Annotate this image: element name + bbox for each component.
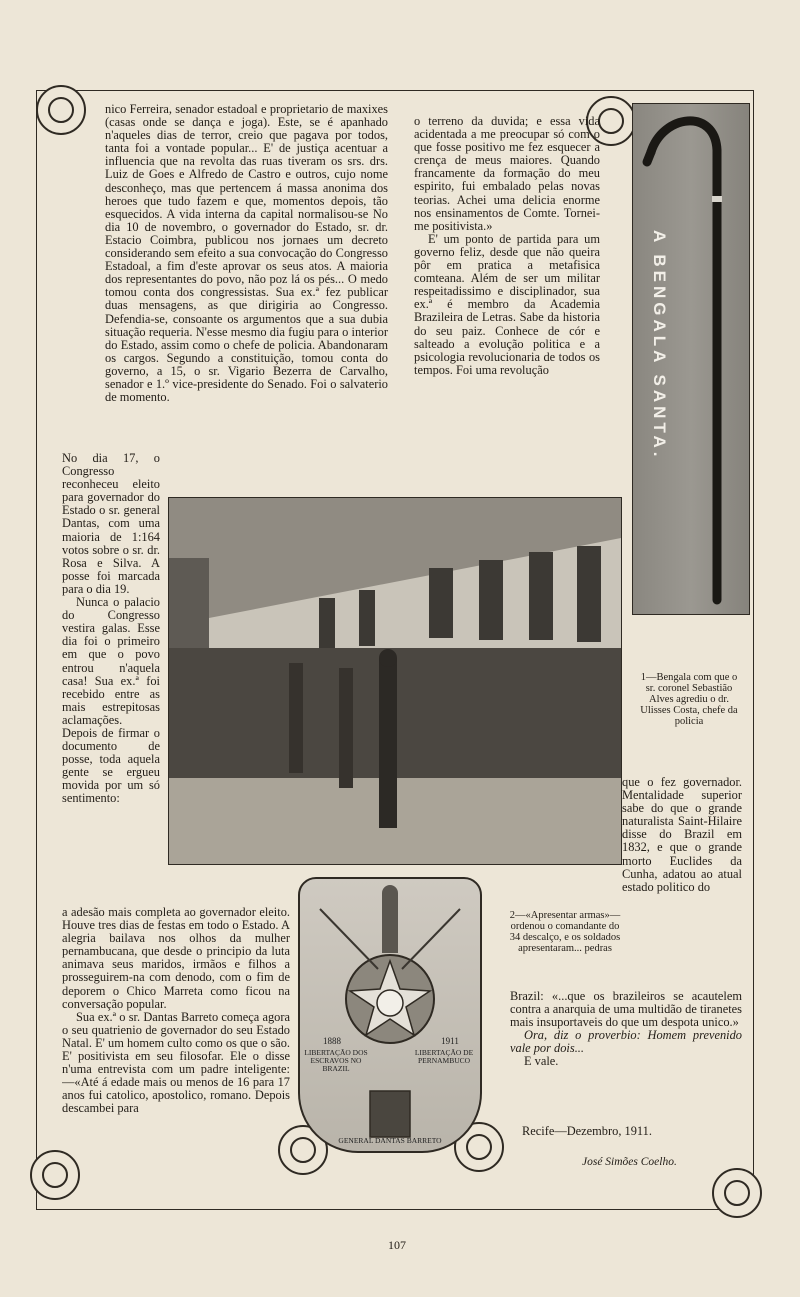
paragraph: No dia 17, o Congresso reconheceu eleito para governador do Estado o sr. general Dantas, com uma maioria de 1:164 votos sobre o sr. dr. Rosa e Silva. A posse foi marcada para o dia 19.: [62, 452, 160, 596]
paragraph: nico Ferreira, senador estadoal e proprietario de maxixes (casas onde se dança e joga). Este, se é apanhado n'aqueles dias de terror, creio que pagava por todos, tanta foi a vontade popular... E' de justiça acentuar a influencia que na revolta das ruas tiveram os srs. drs. Luiz de Goes e Alfredo de Castro e outros, cujo nome desconheço, mas que pertencem á massa anonima dos heroes que tudo fazem e que, momentos depois, tão esquecidos. A vida interna da capital normalisou-se No dia 10 de novembro, o governador do Estado, sr. dr. Estacio Coimbra, publicou nos jornaes um decreto considerando sem efeito a sua convocação do Congresso Estadoal, a fim d'este aprovar os seus atos. A maioria dos representantes do povo, não poz lá os pés... O medo tomou conta dos congressistas. Sua ex.ª fez publicar duas mensagens, as que dirigiria ao Congresso. Defendia-se, consoante os argumentos que a sua dubia situação requeria. N'esse mesmo dia fugiu para o interior do Estado, assim como o chefe de policia. Abandonaram os cargos. Segundo a constituição, tomou conta do governo, a 15, o sr. Vigario Bezerra de Carvalho, senador e 1.º vice-presidente do Senado. Foi o salvaterio de momento.: [105, 103, 388, 405]
article-column-2-top: [414, 115, 600, 450]
paragraph: Sua ex.ª o sr. Dantas Barreto começa agora o seu quatrienio de governador do seu Estado Natal. E' um homem culto como os que o são. E' positivista em seu filosofar. Ele o disse n'uma entrevista com um padre inteligente:—«Até á edade mais ou menos de 16 para 17 anos fui catolico, apostolico, romano. Depois descambei para: [62, 1009, 290, 1116]
emblem-text-right: LIBERTAÇÃO DE PERNAMBUCO: [414, 1048, 474, 1065]
caption-parade: 2—«Apresentar armas»—ordenou o comandante do 34 descalço, e os soldados apresentaram... pedras: [509, 910, 621, 954]
cane-title: A BENGALA SANTA.: [650, 230, 669, 461]
article-column-1-bottom: [62, 906, 290, 1168]
emblem-year-right: 1911: [441, 1036, 459, 1046]
street-parade-illustration: [169, 498, 621, 864]
article-column-1-top: [105, 103, 388, 468]
emblem-name: GENERAL DANTAS BARRETO: [338, 1136, 442, 1145]
emblem-year-left: 1888: [323, 1036, 341, 1046]
corner-ornament-bottom-right: [712, 1168, 762, 1218]
paragraph: E vale.: [524, 1054, 559, 1069]
paragraph: que o fez governador. Mentalidade superior sabe do que o grande naturalista Saint-Hilaire disse do Brazil em 1832, e que o grande morto Euclides da Cunha, adatou ao atual estado politico do: [622, 776, 742, 894]
paragraph: Brazil: «...que os brazileiros se acautelem contra a anarquia de uma multidão de tiranetes mais insuportaveis do que um despota unico.»: [510, 990, 742, 1030]
paragraph: Nunca o palacio do Congresso vestira galas. Esse dia foi o primeiro em que o povo entrou n'aquela casa! Sua ex.ª foi recebido entre as mais estrepitosas aclamações. Depois de firmar o documento de posse, toda aquela gente se ergueu movida por um só sentimento:: [62, 595, 160, 806]
article-column-3-narrow: [622, 776, 742, 996]
paragraph: a adesão mais completa ao governador eleito. Houve tres dias de festas em todo o Estado. A alegria bailava nos olhos da mulher pernambucana, que desde o principio da luta animava seus maridos, irmãos e filhos a prosseguirem-na com denodo, com o fim de deporem o Chico Marreta como ficou na conversação popular.: [62, 906, 290, 1011]
commemorative-emblem: [298, 877, 482, 1153]
emblem-illustration: [300, 879, 480, 1151]
signature: José Simões Coelho.: [582, 1156, 677, 1168]
paragraph: o terreno da duvida; e essa vida acidentada a me preocupar só com o que fosse positivo me fez esquecer a crença de meus maiores. Quando francamente da formação do meu espirito, fui embalado pelas novas teorias. Achei uma delicia enorme nos ensinamentos de Comte. Tornei-me positivista.»: [414, 115, 600, 233]
article-column-3-bottom: [510, 990, 742, 1100]
caption-cane: 1—Bengala com que o sr. coronel Sebastião Alves agrediu o dr. Ulisses Costa, chefe da policia: [640, 672, 738, 727]
corner-ornament-top-left: [36, 85, 86, 135]
emblem-text-left: LIBERTAÇÃO DOS ESCRAVOS NO BRAZIL: [304, 1048, 368, 1073]
paragraph: E' um ponto de partida para um governo feliz, desde que não queira pôr em pratica a metafisica comteana. Além de ser um militar respeitadissimo e disciplinador, sua ex.ª é membro da Academia Brazileira de Letras. Sabe da historia do seu paiz. Conhece de cór e salteado a evolução politica e a psicologia revolucionaria de todos os tempos. Foi uma revolução: [414, 231, 600, 377]
dateline: Recife—Dezembro, 1911.: [522, 1124, 652, 1138]
article-column-1-narrow: [62, 452, 160, 910]
page-number: 107: [388, 1238, 406, 1252]
paragraph: Ora, diz o proverbio: Homem prevenido vale por dois...: [510, 1028, 742, 1056]
street-parade-photo: [168, 497, 622, 865]
